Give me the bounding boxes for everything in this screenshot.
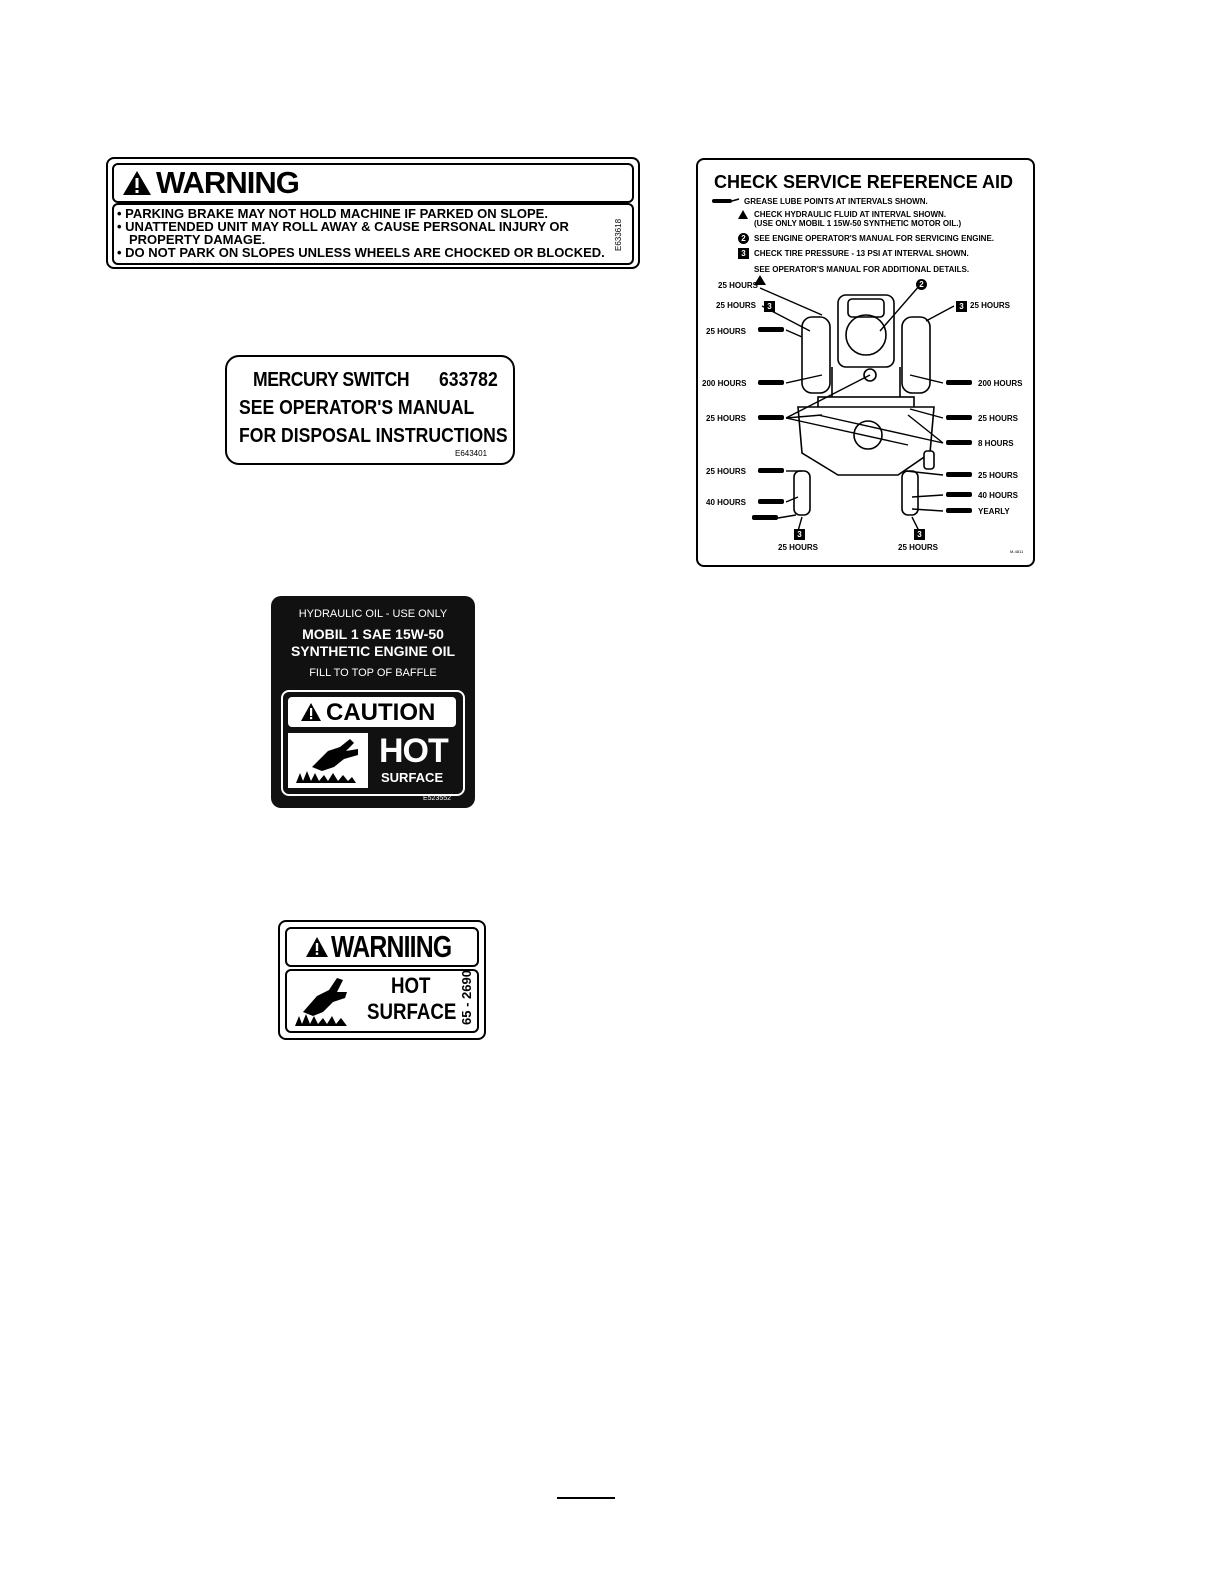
part-number: 65 - 2690 bbox=[459, 970, 474, 1025]
warning-title: WARNING bbox=[156, 165, 299, 200]
caution-header bbox=[288, 697, 456, 727]
interval-label: 40 HOURS bbox=[978, 491, 1019, 500]
badge-2-icon: 2 bbox=[738, 233, 749, 244]
interval-label: 25 HOURS bbox=[978, 414, 1019, 423]
interval-label: 25 HOURS bbox=[706, 414, 747, 423]
legend-tire: CHECK TIRE PRESSURE - 13 PSI AT INTERVAL SHOWN. bbox=[754, 249, 969, 258]
interval-label: YEARLY bbox=[978, 507, 1010, 516]
warning-triangle-icon bbox=[305, 936, 329, 958]
mercury-line-3: FOR DISPOSAL INSTRUCTIONS bbox=[239, 425, 508, 447]
aid-title: CHECK SERVICE REFERENCE AID bbox=[714, 172, 1014, 192]
surface-text: SURFACE bbox=[367, 999, 457, 1024]
hot-text: HOT bbox=[391, 973, 431, 998]
mercury-number: 633782 bbox=[439, 369, 498, 391]
interval-label: 25 HOURS bbox=[978, 471, 1019, 480]
badge-3-icon: 3 bbox=[764, 301, 775, 312]
legend-manual: SEE OPERATOR'S MANUAL FOR ADDITIONAL DETAILS. bbox=[754, 265, 970, 274]
hydraulic-top-text: HYDRAULIC OIL - USE ONLY bbox=[298, 608, 448, 620]
interval-label: 25 HOURS bbox=[706, 467, 747, 476]
badge-3-icon: 3 bbox=[794, 529, 805, 540]
interval-label: 25 HOURS bbox=[716, 301, 757, 310]
interval-label: 25 HOURS bbox=[706, 327, 747, 336]
oil-line-1: MOBIL 1 SAE 15W-50 bbox=[302, 626, 444, 642]
page-rule bbox=[557, 1497, 615, 1499]
interval-label: 25 HOURS bbox=[778, 543, 819, 552]
corner-code: M-4811 bbox=[1010, 549, 1024, 554]
warning-triangle-icon bbox=[122, 170, 152, 196]
interval-label: 8 HOURS bbox=[978, 439, 1014, 448]
warning-line-3: PROPERTY DAMAGE. bbox=[129, 232, 266, 247]
caution-panel bbox=[281, 690, 465, 796]
warning-title: WARNIING bbox=[331, 929, 452, 964]
part-number: E523552 bbox=[423, 795, 452, 802]
legend-grease: GREASE LUBE POINTS AT INTERVALS SHOWN. bbox=[744, 197, 928, 206]
mercury-switch-decal bbox=[225, 355, 515, 465]
legend-engine: SEE ENGINE OPERATOR'S MANUAL FOR SERVICING ENGINE. bbox=[754, 234, 995, 243]
legend-hydraulic-note: (USE ONLY MOBIL 1 15W-50 SYNTHETIC MOTOR OIL.) bbox=[754, 219, 962, 228]
grease-gun-icon bbox=[712, 197, 740, 205]
legend-hydraulic: CHECK HYDRAULIC FLUID AT INTERVAL SHOWN. bbox=[754, 210, 946, 219]
interval-label: 25 HOURS bbox=[898, 543, 939, 552]
hot-surface-panel bbox=[285, 969, 479, 1033]
warning-line-2: • UNATTENDED UNIT MAY ROLL AWAY & CAUSE PERSONAL INJURY OR bbox=[117, 219, 569, 234]
hot-text: HOT bbox=[379, 732, 448, 770]
interval-label: 25 HOURS bbox=[970, 301, 1011, 310]
mercury-title: MERCURY SWITCH bbox=[253, 369, 410, 391]
service-reference-aid-decal bbox=[696, 158, 1035, 567]
part-number: E643401 bbox=[455, 449, 488, 458]
caution-title: CAUTION bbox=[326, 699, 436, 726]
warning-triangle-icon bbox=[300, 702, 322, 722]
warning-triangle-icon bbox=[738, 210, 748, 219]
hot-hand-icon bbox=[291, 974, 353, 1028]
warning-header bbox=[285, 927, 479, 967]
interval-label: 25 HOURS bbox=[718, 281, 759, 290]
warning-line-4: • DO NOT PARK ON SLOPES UNLESS WHEELS ARE CHOCKED OR BLOCKED. bbox=[117, 245, 605, 260]
warning-line-1: • PARKING BRAKE MAY NOT HOLD MACHINE IF PARKED ON SLOPE. bbox=[117, 206, 548, 221]
fill-instruction: FILL TO TOP OF BAFFLE bbox=[309, 667, 437, 679]
badge-3-icon: 3 bbox=[956, 301, 967, 312]
interval-label: 200 HOURS bbox=[702, 379, 747, 388]
part-number: E633618 bbox=[614, 218, 623, 251]
surface-text: SURFACE bbox=[381, 770, 444, 785]
interval-label: 200 HOURS bbox=[978, 379, 1023, 388]
badge-2-icon: 2 bbox=[916, 279, 927, 290]
parking-brake-warning-decal bbox=[106, 157, 640, 269]
oil-line-2: SYNTHETIC ENGINE OIL bbox=[290, 643, 456, 659]
mercury-line-2: SEE OPERATOR'S MANUAL bbox=[239, 397, 475, 419]
interval-label: 40 HOURS bbox=[706, 498, 747, 507]
badge-3-icon: 3 bbox=[738, 248, 749, 259]
warning-header bbox=[112, 163, 634, 203]
hot-hand-icon bbox=[288, 733, 368, 788]
badge-3-icon: 3 bbox=[914, 529, 925, 540]
hot-surface-warning-decal bbox=[278, 920, 486, 1040]
warning-body bbox=[112, 203, 634, 265]
hydraulic-oil-decal bbox=[271, 596, 475, 808]
